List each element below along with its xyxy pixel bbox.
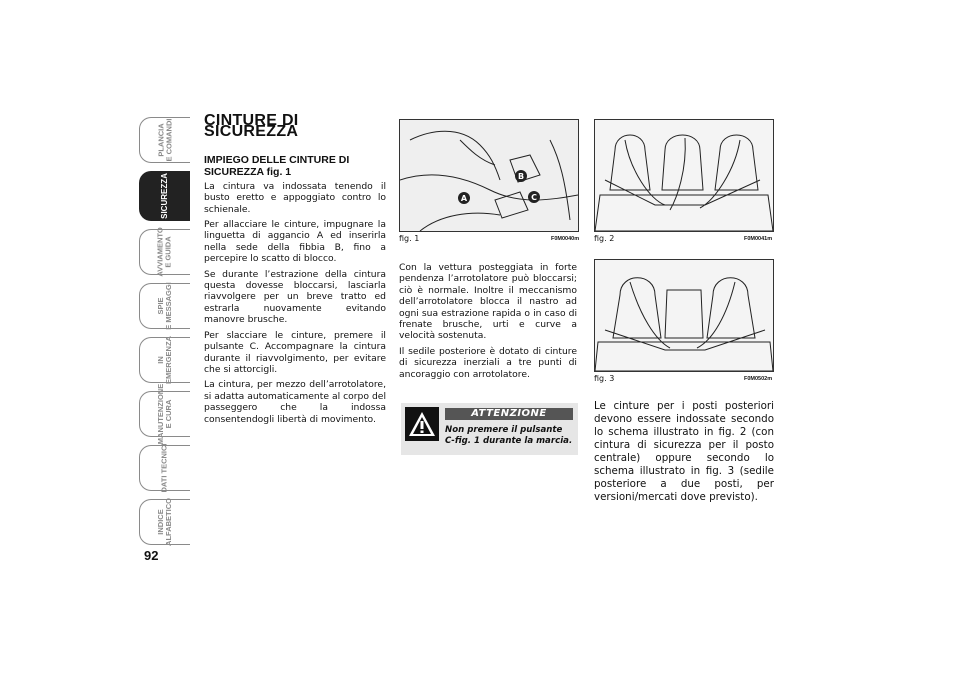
fig1-caption: fig. 1 (399, 234, 420, 243)
fig3-code: F0M0502m (744, 376, 773, 382)
fig1-code: F0M0040m (551, 236, 580, 242)
tab-spie[interactable]: SPIE E MESSAGGI (139, 283, 190, 329)
fig2-code: F0M0041m (744, 236, 773, 242)
fig2-caption: fig. 2 (594, 234, 615, 243)
page-number: 92 (144, 548, 159, 563)
paragraph: Il sedile posteriore è dotato di cinture di sicurezza inerziali a tre punti di ancoraggio con arrotolatore. (399, 345, 577, 380)
fig3-caption: fig. 3 (594, 374, 615, 383)
label-B: B (517, 172, 525, 181)
page-title: CINTURE DI SICUREZZA (204, 112, 299, 141)
warning-box (401, 403, 578, 455)
column-2 (399, 262, 577, 384)
warning-title: ATTENZIONE (445, 408, 573, 420)
paragraph: Con la vettura posteggiata in forte pendenza l’arrotolatore può bloccarsi; ciò è normale. Inoltre il meccanismo dell’arrotolatore blocca il nastro ad ogni sua estrazione rapida o in caso di frenate brusche, urti e curve a velocità sostenuta. (399, 262, 577, 342)
warning-text: Non premere il pulsante C-fig. 1 durante la marcia. (445, 425, 573, 446)
label-A: A (460, 194, 468, 203)
paragraph: Per allacciare le cinture, impugnare la linguetta di aggancio A ed inserirla nella sede della fibbia B, fino a percepire lo scatto di blocco. (204, 219, 386, 265)
side-tab-index (139, 117, 190, 553)
tab-indice[interactable]: INDICE ALFABETICO (139, 499, 190, 545)
figure-1-buckle-illustration (399, 119, 579, 232)
figure-2-rear-seats-three (594, 119, 774, 232)
tab-sicurezza[interactable]: SICUREZZA (139, 171, 190, 221)
tab-avviamento[interactable]: AVVIAMENTO E GUIDA (139, 229, 190, 275)
tab-dati-tecnici[interactable]: DATI TECNICI (139, 445, 190, 491)
warning-icon (405, 407, 439, 441)
column-3 (594, 400, 774, 504)
figure-3-rear-seats-two (594, 259, 774, 372)
paragraph: Se durante l’estrazione della cintura questa dovesse bloccarsi, lasciarla riavvolgere per un breve tratto ed estrarla nuovamente evitando manovre brusche. (204, 268, 386, 326)
column-1 (204, 112, 386, 429)
paragraph: Per slacciare le cinture, premere il pulsante C. Accompagnare la cintura durante il riavvolgimento, per evitare che si attorcigli. (204, 329, 386, 375)
paragraph: Le cinture per i posti posteriori devono essere indossate secondo lo schema illustrato in fig. 2 (con cintura di sicurezza per il posto centrale) oppure secondo lo schema illustrato in fig. 3 (sedile posteriore a due posti, per versioni/mercati dove previsto). (594, 400, 774, 503)
label-C: C (531, 193, 537, 202)
paragraph: La cintura, per mezzo dell’arrotolatore, si adatta automaticamente al corpo del passeggero che la indossa consentendogli libertà di movimento. (204, 379, 386, 425)
tab-emergenza[interactable]: IN EMERGENZA (139, 337, 190, 383)
tab-manutenzione[interactable]: MANUTENZIONE E CURA (139, 391, 190, 437)
paragraph: La cintura va indossata tenendo il busto eretto e appoggiato contro lo schienale. (204, 180, 386, 215)
tab-plancia[interactable]: PLANCIA E COMANDI (139, 117, 190, 163)
section-heading: IMPIEGO DELLE CINTURE DI SICUREZZA fig. 1 (204, 153, 350, 178)
